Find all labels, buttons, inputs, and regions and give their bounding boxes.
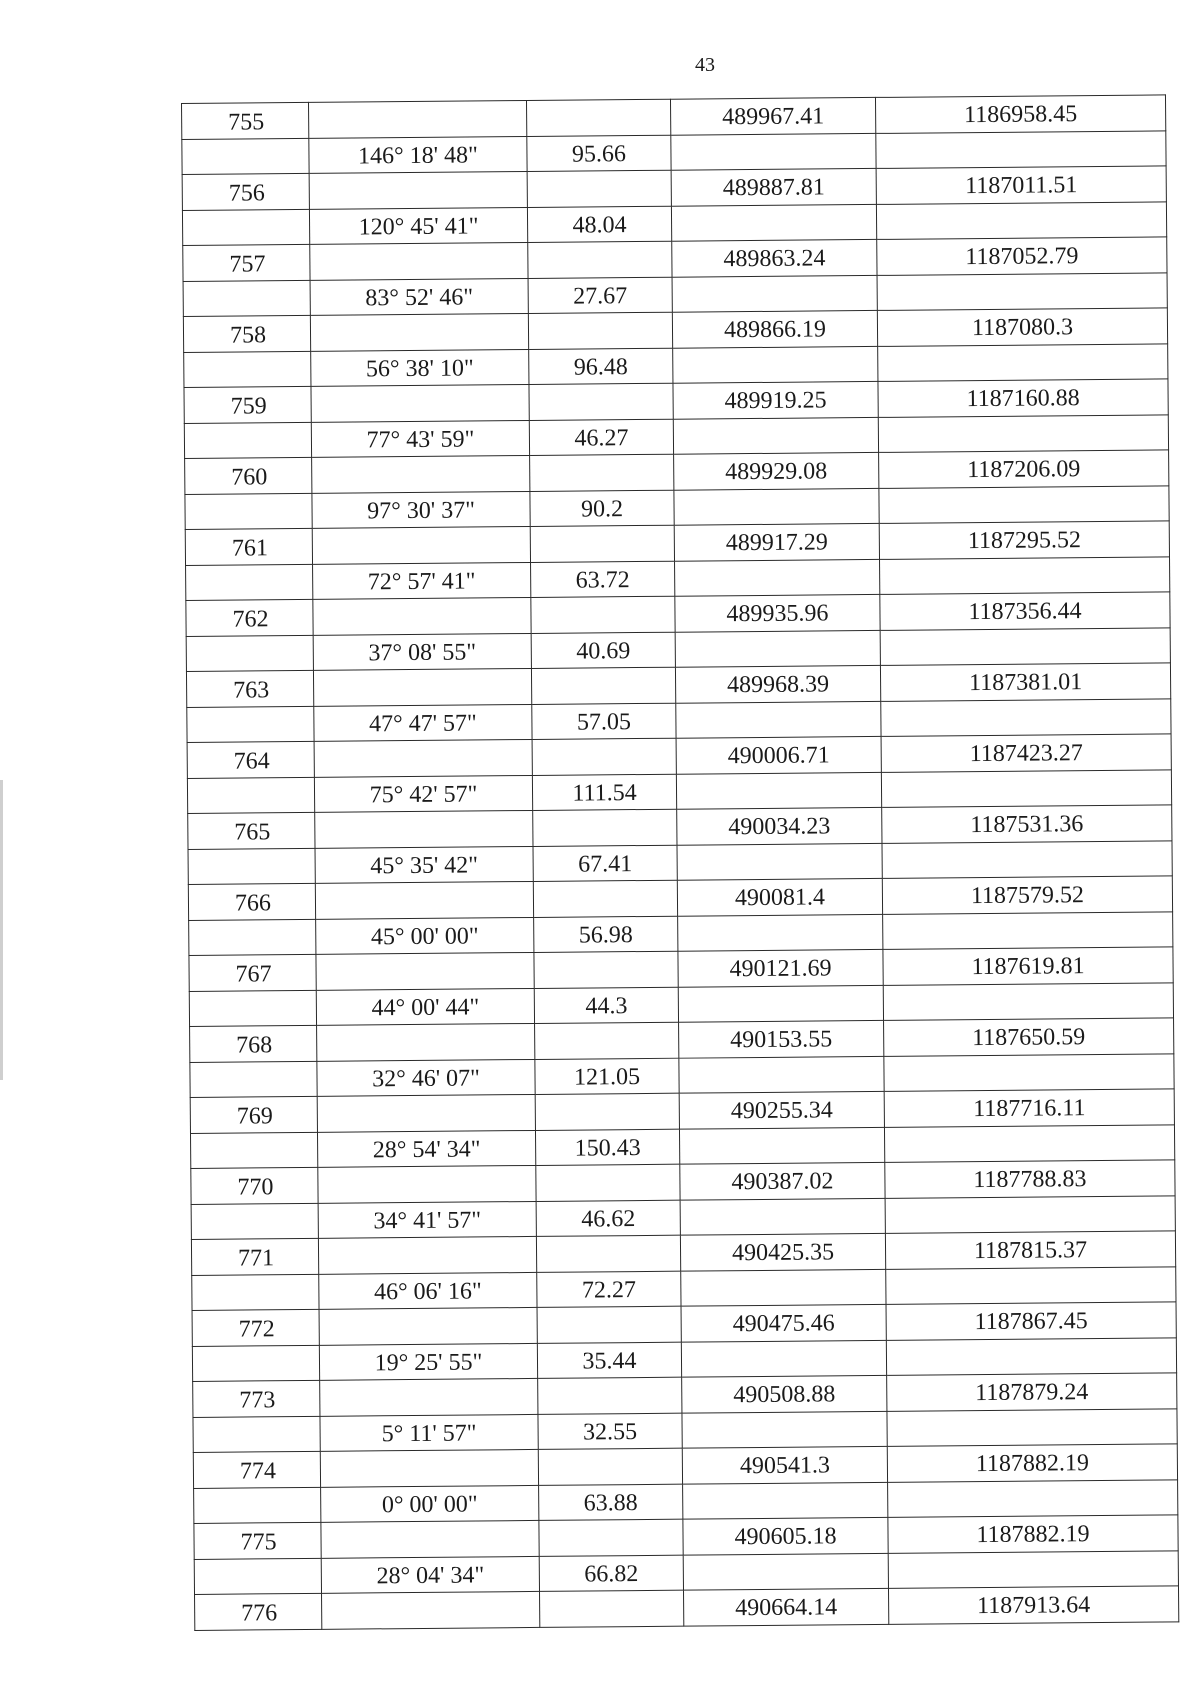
easting-value: 1187579.52 bbox=[882, 876, 1172, 914]
station-id: 773 bbox=[193, 1380, 320, 1417]
empty-cell bbox=[540, 1590, 684, 1627]
empty-cell bbox=[312, 526, 530, 563]
station-id: 764 bbox=[187, 741, 314, 778]
empty-cell bbox=[184, 351, 311, 388]
empty-cell bbox=[318, 1165, 536, 1202]
station-id: 775 bbox=[194, 1522, 321, 1559]
easting-value: 1187531.36 bbox=[882, 805, 1172, 843]
station-id: 758 bbox=[183, 315, 310, 352]
empty-cell bbox=[310, 242, 528, 279]
easting-value: 1187867.45 bbox=[886, 1302, 1176, 1340]
bearing-value: 45° 35' 42" bbox=[315, 846, 533, 883]
bearing-value: 97° 30' 37" bbox=[312, 491, 530, 528]
empty-cell bbox=[672, 275, 877, 312]
bearing-value: 146° 18' 48" bbox=[309, 136, 527, 173]
empty-cell bbox=[313, 597, 531, 634]
northing-value: 490387.02 bbox=[680, 1162, 885, 1199]
empty-cell bbox=[316, 952, 534, 989]
empty-cell bbox=[674, 488, 879, 525]
scan-edge-mark bbox=[0, 780, 3, 1080]
station-id: 765 bbox=[188, 812, 315, 849]
easting-value: 1187882.19 bbox=[887, 1444, 1177, 1482]
easting-value: 1187356.44 bbox=[880, 592, 1170, 630]
bearing-value: 44° 00' 44" bbox=[316, 988, 534, 1025]
easting-value: 1187650.59 bbox=[884, 1018, 1174, 1056]
empty-cell bbox=[683, 1482, 888, 1519]
distance-value: 121.05 bbox=[535, 1058, 679, 1095]
empty-cell bbox=[884, 1124, 1174, 1162]
northing-value: 490034.23 bbox=[677, 807, 882, 844]
empty-cell bbox=[317, 1094, 535, 1131]
empty-cell bbox=[678, 985, 883, 1022]
empty-cell bbox=[193, 1416, 320, 1453]
empty-cell bbox=[308, 100, 526, 137]
northing-value: 490081.4 bbox=[677, 878, 882, 915]
northing-value: 490541.3 bbox=[682, 1446, 887, 1483]
empty-cell bbox=[671, 133, 876, 170]
distance-value: 27.67 bbox=[528, 277, 672, 314]
empty-cell bbox=[182, 209, 309, 246]
distance-value: 40.69 bbox=[531, 632, 675, 669]
empty-cell bbox=[880, 556, 1170, 594]
northing-value: 489887.81 bbox=[671, 168, 876, 205]
easting-value: 1187913.64 bbox=[888, 1586, 1178, 1624]
northing-value: 490425.35 bbox=[680, 1233, 885, 1270]
bearing-value: 34° 41' 57" bbox=[318, 1201, 536, 1238]
coordinate-table-body bbox=[182, 95, 1179, 1630]
easting-value: 1187882.19 bbox=[888, 1515, 1178, 1553]
bearing-value: 46° 06' 16" bbox=[319, 1272, 537, 1309]
bearing-value: 120° 45' 41" bbox=[309, 207, 527, 244]
empty-cell bbox=[673, 417, 878, 454]
empty-cell bbox=[317, 1023, 535, 1060]
empty-cell bbox=[673, 346, 878, 383]
empty-cell bbox=[190, 1132, 317, 1169]
empty-cell bbox=[531, 667, 675, 704]
empty-cell bbox=[881, 698, 1171, 736]
northing-value: 490605.18 bbox=[683, 1517, 888, 1554]
coordinate-table bbox=[181, 94, 1179, 1630]
empty-cell bbox=[189, 919, 316, 956]
bearing-value: 37° 08' 55" bbox=[313, 633, 531, 670]
bearing-value: 72° 57' 41" bbox=[313, 562, 531, 599]
empty-cell bbox=[675, 559, 880, 596]
easting-value: 1187619.81 bbox=[883, 947, 1173, 985]
empty-cell bbox=[887, 1408, 1177, 1446]
station-id: 757 bbox=[183, 244, 310, 281]
empty-cell bbox=[527, 170, 671, 207]
easting-value: 1186958.45 bbox=[875, 95, 1165, 133]
empty-cell bbox=[680, 1198, 885, 1235]
empty-cell bbox=[886, 1266, 1176, 1304]
empty-cell bbox=[681, 1269, 886, 1306]
empty-cell bbox=[536, 1235, 680, 1272]
empty-cell bbox=[322, 1591, 540, 1628]
empty-cell bbox=[187, 706, 314, 743]
easting-value: 1187206.09 bbox=[879, 450, 1169, 488]
empty-cell bbox=[679, 1056, 884, 1093]
empty-cell bbox=[682, 1411, 887, 1448]
bearing-value: 5° 11' 57" bbox=[320, 1414, 538, 1451]
northing-value: 490508.88 bbox=[682, 1375, 887, 1412]
empty-cell bbox=[678, 914, 883, 951]
station-id: 762 bbox=[186, 599, 313, 636]
easting-value: 1187160.88 bbox=[878, 379, 1168, 417]
empty-cell bbox=[882, 840, 1172, 878]
empty-cell bbox=[530, 525, 674, 562]
bearing-value: 56° 38' 10" bbox=[311, 349, 529, 386]
easting-value: 1187052.79 bbox=[877, 237, 1167, 275]
empty-cell bbox=[314, 739, 532, 776]
page-number: 43 bbox=[695, 54, 715, 76]
bearing-value: 75° 42' 57" bbox=[314, 775, 532, 812]
northing-value: 490664.14 bbox=[683, 1588, 888, 1625]
empty-cell bbox=[318, 1236, 536, 1273]
distance-value: 67.41 bbox=[533, 845, 677, 882]
empty-cell bbox=[535, 1093, 679, 1130]
empty-cell bbox=[884, 1053, 1174, 1091]
empty-cell bbox=[533, 809, 677, 846]
empty-cell bbox=[681, 1340, 886, 1377]
station-row bbox=[195, 1586, 1179, 1630]
station-id: 766 bbox=[188, 883, 315, 920]
empty-cell bbox=[188, 848, 315, 885]
empty-cell bbox=[671, 204, 876, 241]
easting-value: 1187815.37 bbox=[885, 1231, 1175, 1269]
empty-cell bbox=[533, 880, 677, 917]
empty-cell bbox=[531, 596, 675, 633]
northing-value: 489929.08 bbox=[674, 452, 879, 489]
northing-value: 490153.55 bbox=[679, 1020, 884, 1057]
distance-value: 48.04 bbox=[527, 206, 671, 243]
easting-value: 1187381.01 bbox=[880, 663, 1170, 701]
distance-value: 35.44 bbox=[537, 1342, 681, 1379]
empty-cell bbox=[883, 982, 1173, 1020]
empty-cell bbox=[186, 564, 313, 601]
distance-value: 44.3 bbox=[534, 987, 678, 1024]
bearing-value: 32° 46' 07" bbox=[317, 1059, 535, 1096]
empty-cell bbox=[185, 493, 312, 530]
easting-value: 1187011.51 bbox=[876, 166, 1166, 204]
distance-value: 95.66 bbox=[527, 135, 671, 172]
empty-cell bbox=[320, 1378, 538, 1415]
distance-value: 96.48 bbox=[529, 348, 673, 385]
distance-value: 46.27 bbox=[529, 419, 673, 456]
bearing-value: 0° 00' 00" bbox=[321, 1485, 539, 1522]
easting-value: 1187788.83 bbox=[885, 1160, 1175, 1198]
distance-value: 57.05 bbox=[532, 703, 676, 740]
distance-value: 150.43 bbox=[535, 1129, 679, 1166]
empty-cell bbox=[537, 1306, 681, 1343]
easting-value: 1187716.11 bbox=[884, 1089, 1174, 1127]
easting-value: 1187295.52 bbox=[879, 521, 1169, 559]
distance-value: 63.72 bbox=[531, 561, 675, 598]
empty-cell bbox=[538, 1448, 682, 1485]
station-id: 772 bbox=[192, 1309, 319, 1346]
empty-cell bbox=[183, 280, 310, 317]
station-id: 770 bbox=[191, 1167, 318, 1204]
station-id: 761 bbox=[185, 528, 312, 565]
empty-cell bbox=[182, 138, 309, 175]
empty-cell bbox=[536, 1164, 680, 1201]
station-id: 759 bbox=[184, 386, 311, 423]
northing-value: 490006.71 bbox=[676, 736, 881, 773]
empty-cell bbox=[878, 343, 1168, 381]
distance-value: 46.62 bbox=[536, 1200, 680, 1237]
station-id: 774 bbox=[193, 1451, 320, 1488]
station-id: 760 bbox=[185, 457, 312, 494]
empty-cell bbox=[529, 383, 673, 420]
empty-cell bbox=[676, 772, 881, 809]
empty-cell bbox=[528, 241, 672, 278]
empty-cell bbox=[315, 810, 533, 847]
empty-cell bbox=[880, 627, 1170, 665]
empty-cell bbox=[539, 1519, 683, 1556]
northing-value: 489919.25 bbox=[673, 381, 878, 418]
station-id: 755 bbox=[182, 102, 309, 139]
empty-cell bbox=[885, 1195, 1175, 1233]
northing-value: 489917.29 bbox=[674, 523, 879, 560]
empty-cell bbox=[878, 414, 1168, 452]
empty-cell bbox=[534, 951, 678, 988]
empty-cell bbox=[877, 272, 1167, 310]
empty-cell bbox=[888, 1550, 1178, 1588]
distance-value: 32.55 bbox=[538, 1413, 682, 1450]
empty-cell bbox=[311, 384, 529, 421]
station-id: 769 bbox=[190, 1096, 317, 1133]
empty-cell bbox=[184, 422, 311, 459]
empty-cell bbox=[677, 843, 882, 880]
empty-cell bbox=[310, 313, 528, 350]
bearing-value: 47° 47' 57" bbox=[314, 704, 532, 741]
distance-value: 90.2 bbox=[530, 490, 674, 527]
empty-cell bbox=[321, 1520, 539, 1557]
empty-cell bbox=[309, 171, 527, 208]
empty-cell bbox=[879, 485, 1169, 523]
northing-value: 490121.69 bbox=[678, 949, 883, 986]
distance-value: 63.88 bbox=[539, 1484, 683, 1521]
empty-cell bbox=[315, 881, 533, 918]
empty-cell bbox=[881, 769, 1171, 807]
empty-cell bbox=[194, 1487, 321, 1524]
empty-cell bbox=[888, 1479, 1178, 1517]
station-id: 763 bbox=[186, 670, 313, 707]
distance-value: 56.98 bbox=[534, 916, 678, 953]
distance-value: 111.54 bbox=[532, 774, 676, 811]
northing-value: 489968.39 bbox=[675, 665, 880, 702]
bearing-value: 28° 54' 34" bbox=[317, 1130, 535, 1167]
bearing-value: 19° 25' 55" bbox=[319, 1343, 537, 1380]
empty-cell bbox=[191, 1203, 318, 1240]
empty-cell bbox=[675, 630, 880, 667]
easting-value: 1187080.3 bbox=[877, 308, 1167, 346]
distance-value: 66.82 bbox=[539, 1555, 683, 1592]
station-id: 776 bbox=[195, 1593, 322, 1630]
empty-cell bbox=[876, 130, 1166, 168]
empty-cell bbox=[312, 455, 530, 492]
empty-cell bbox=[190, 1061, 317, 1098]
empty-cell bbox=[192, 1274, 319, 1311]
empty-cell bbox=[876, 201, 1166, 239]
station-id: 756 bbox=[182, 173, 309, 210]
empty-cell bbox=[194, 1558, 321, 1595]
empty-cell bbox=[683, 1553, 888, 1590]
bearing-value: 77° 43' 59" bbox=[311, 420, 529, 457]
northing-value: 489967.41 bbox=[670, 97, 875, 134]
northing-value: 490255.34 bbox=[679, 1091, 884, 1128]
northing-value: 490475.46 bbox=[681, 1304, 886, 1341]
empty-cell bbox=[538, 1377, 682, 1414]
empty-cell bbox=[883, 911, 1173, 949]
northing-value: 489866.19 bbox=[672, 310, 877, 347]
northing-value: 489863.24 bbox=[672, 239, 877, 276]
easting-value: 1187879.24 bbox=[887, 1373, 1177, 1411]
bearing-value: 45° 00' 00" bbox=[316, 917, 534, 954]
bearing-value: 83° 52' 46" bbox=[310, 278, 528, 315]
bearing-value: 28° 04' 34" bbox=[321, 1556, 539, 1593]
northing-value: 489935.96 bbox=[675, 594, 880, 631]
station-id: 768 bbox=[190, 1025, 317, 1062]
distance-value: 72.27 bbox=[537, 1271, 681, 1308]
empty-cell bbox=[313, 668, 531, 705]
empty-cell bbox=[530, 454, 674, 491]
empty-cell bbox=[679, 1127, 884, 1164]
empty-cell bbox=[886, 1337, 1176, 1375]
station-id: 771 bbox=[191, 1238, 318, 1275]
empty-cell bbox=[528, 312, 672, 349]
easting-value: 1187423.27 bbox=[881, 734, 1171, 772]
empty-cell bbox=[189, 990, 316, 1027]
empty-cell bbox=[532, 738, 676, 775]
empty-cell bbox=[535, 1022, 679, 1059]
empty-cell bbox=[320, 1449, 538, 1486]
empty-cell bbox=[526, 99, 670, 136]
empty-cell bbox=[186, 635, 313, 672]
empty-cell bbox=[187, 777, 314, 814]
empty-cell bbox=[319, 1307, 537, 1344]
station-id: 767 bbox=[189, 954, 316, 991]
empty-cell bbox=[192, 1345, 319, 1382]
empty-cell bbox=[676, 701, 881, 738]
